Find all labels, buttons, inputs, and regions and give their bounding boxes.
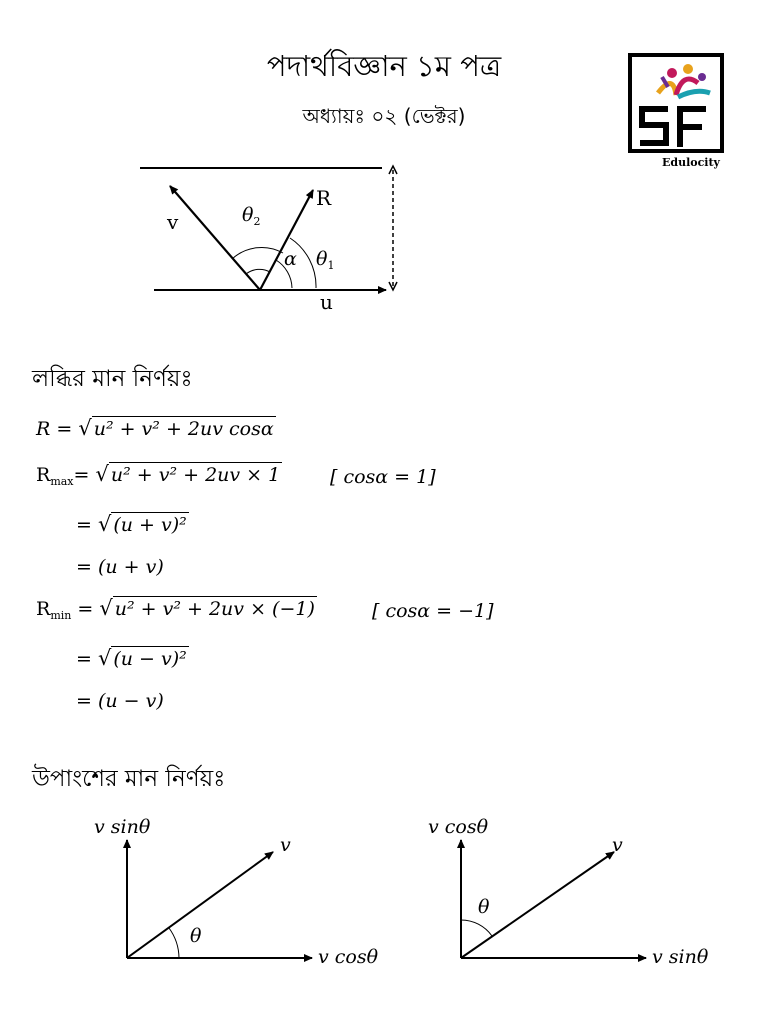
label-theta2: $\theta_2$ [242,204,261,228]
inner-arc [246,269,270,274]
equation-r: R = √ u² + v² + 2uv cosα [36,416,274,440]
left-x-label: v cosθ [318,946,379,968]
edulocity-logo [628,53,724,153]
label-u: u [320,290,333,314]
right-x-label: v sinθ [652,946,709,968]
r-vector [260,190,313,290]
component-diagram-right [444,830,664,970]
theta-arc-right [461,920,492,936]
label-theta1: $\theta_1$ [316,248,335,272]
logo-graphic [628,53,724,153]
left-vec-label: v [280,834,291,856]
rmax-condition: [ cosα = 1] [330,466,436,488]
rmax-step2: = (u + v) [76,556,164,578]
v-vector [170,186,260,290]
resultant-heading: লব্ধির মান নির্ণয়ঃ [32,366,193,392]
page-title: পদার্থবিজ্ঞান ১ম পত্র [266,49,502,83]
label-r: R [316,186,332,210]
right-vec-label: v [612,834,623,856]
logo-wordmark: Edulocity [662,156,720,169]
rmax-step1: = √ (u + v)² [76,512,187,536]
right-angle-label: θ [478,896,490,918]
components-heading: উপাংশের মান নির্ণয়ঃ [32,766,226,792]
rmin-step2: = (u − v) [76,690,164,712]
rmin-condition: [ cosα = −1] [372,600,494,622]
left-angle-label: θ [190,925,202,947]
equation-rmin: $R_{min}$ = √ u² + v² + 2uv × (−1) [36,596,315,622]
theta2-arc [232,247,283,259]
label-v: v [167,210,179,234]
theta-arc-left [169,928,179,958]
left-y-label: v sinθ [94,816,151,838]
component-diagram-left [110,830,330,970]
equation-rmax: $R_{max}=$ √ u² + v² + 2uv × 1 [36,462,281,488]
resultant-diagram [130,160,410,320]
label-alpha: α [284,248,297,270]
chapter-subtitle: অধ্যায়ঃ ০২ (ভেক্টর) [302,104,466,128]
rmin-step1: = √ (u − v)² [76,646,187,670]
right-y-label: v cosθ [428,816,489,838]
